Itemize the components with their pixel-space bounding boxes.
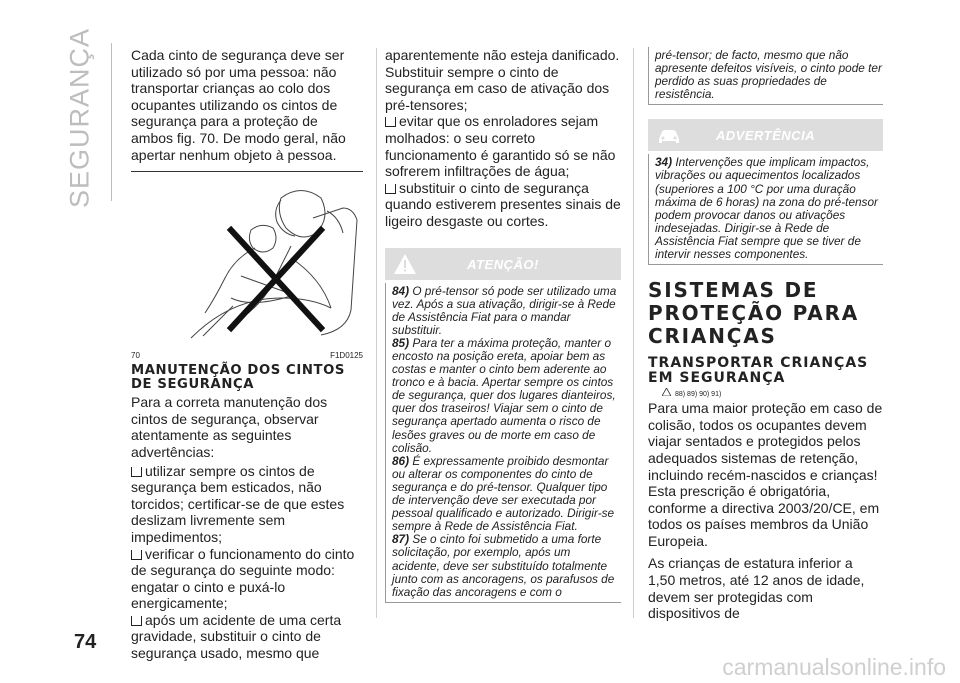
column-3: [648, 47, 883, 622]
warning-notes: [648, 154, 883, 265]
warning-triangle-icon: [662, 388, 671, 396]
figure-70: [131, 178, 363, 361]
page-number: 74: [74, 631, 97, 653]
column-divider-1: [376, 48, 377, 618]
column-2: [385, 47, 621, 603]
bullet-item: evitar que os enroladores sejam molhados: o seu correto funcionamento é garantido só se não sofrerem infiltrações de água;: [385, 113, 621, 179]
child-protection-paragraph: Para uma maior proteção em caso de colisão, todos os ocupantes devem viajar sentados e protegidos pelos adequados sistemas de retenção, incluindo recém-nascidos e crianças! Esta prescrição é obrigatória, conforme a directiva 2003/20/CE, em todos os países membros da União Europeia.: [648, 400, 883, 549]
intro-paragraph: Cada cinto de segurança deve ser utilizado só por uma pessoa: não transportar crianças ao colo dos ocupantes utilizando os cintos de segurança para a proteção de ambos fig. 70. De modo geral, não apertar nenhum objeto à pessoa.: [131, 47, 346, 163]
column-1: [131, 47, 363, 662]
note-item: 87) Se o cinto foi submetido a uma forte solicitação, por exemplo, após um acidente, deve ser substituído totalmente junto com as ancoragens, os parafusos de fixação das ancoragens e com o: [392, 532, 615, 599]
figure-top-rule: [131, 171, 363, 172]
note-continued: pré-tensor; de facto, mesmo que não apresente defeitos visíveis, o cinto pode ter perdido as suas propriedades de resistência.: [655, 48, 882, 102]
footer-watermark: carmanualsonline.info: [722, 654, 946, 680]
section-side-title: SEGURANÇA: [64, 27, 95, 209]
continued-paragraph: aparentemente não esteja danificado. Substituir sempre o cinto de segurança em caso de ativação dos pré-tensores;: [385, 47, 620, 113]
warning-label: ADVERTÊNCIA: [715, 128, 816, 144]
attention-notes-continued: [648, 47, 883, 105]
attention-banner: [385, 248, 621, 280]
bullet-item: verificar o funcionamento do cinto de segurança do seguinte modo: engatar o cinto e puxá-lo energicamente;: [131, 546, 363, 612]
warning-banner: [648, 119, 883, 151]
attention-label: ATENÇÃO!: [467, 256, 539, 272]
note-item: 86) É expressamente proibido desmontar ou alterar os componentes do cinto de segurança e do pré-tensor. Qualquer tipo de intervenção deve ser executada por pessoal qualificado e autorizado. Dirigir-se sempre à Rede de Assistência Fiat.: [392, 453, 615, 534]
heading-child-protection: SISTEMAS DE PROTEÇÃO PARA CRIANÇAS: [648, 278, 860, 349]
figure-code: F1D0125: [330, 351, 363, 361]
bullet-item: substituir o cinto de segurança quando estiverem presentes sinais de ligeiro desgaste ou cortes.: [385, 179, 621, 229]
subheading-transport-children: TRANSPORTAR CRIANÇAS EM SEGURANÇA: [648, 355, 869, 387]
reference-notes: 88) 89) 90) 91): [662, 388, 883, 398]
child-protection-paragraph: As crianças de estatura inferior a 1,50 metros, até 12 anos de idade, devem ser protegidas com dispositivos de: [648, 555, 865, 622]
note-item: 34) Intervenções que implicam impactos, vibrações ou aquecimentos localizados (superiores a 100 °C por uma duração máxima de 6 horas) na zona do pré-tensor podem provocar danos ou ativações indesejadas. Dirigir-se à Rede de Assistência Fiat sempre que se tiver de intervir nesses componentes.: [655, 155, 878, 262]
note-item: 84) O pré-tensor só pode ser utilizado uma vez. Após a sua ativação, dirigir-se à Rede de Assistência Fiat para o mandar substituir.: [392, 283, 617, 337]
attention-notes: [385, 283, 621, 603]
column-divider-2: [633, 48, 634, 618]
side-divider: [111, 43, 112, 201]
note-item: 85) Para ter a máxima proteção, manter o encosto na posição ereta, apoiar bem as costas e manter o cinto bem aderente ao tronco e à bacia. Apertar sempre os cintos de segurança, quer dos lugares dianteiros, quer dos traseiros! Viajar sem o cinto de segurança apertado aumenta o risco de lesões graves ou de morte em caso de colisão.: [392, 335, 616, 455]
figure-number: 70: [131, 351, 140, 361]
bullet-item: utilizar sempre os cintos de segurança bem esticados, não torcidos; certificar-se de que estes deslizam livremente sem impedimentos;: [131, 463, 363, 546]
bullet-item: após um acidente de uma certa gravidade, substituir o cinto de segurança usado, mesmo que: [131, 612, 363, 662]
child-on-lap-illustration: [131, 178, 363, 348]
heading-maintenance: MANUTENÇÃO DOS CINTOS DE SEGURANÇA: [131, 363, 345, 393]
maintenance-paragraph: Para a correta manutenção dos cintos de segurança, observar atentamente as seguintes advertências:: [131, 394, 328, 460]
